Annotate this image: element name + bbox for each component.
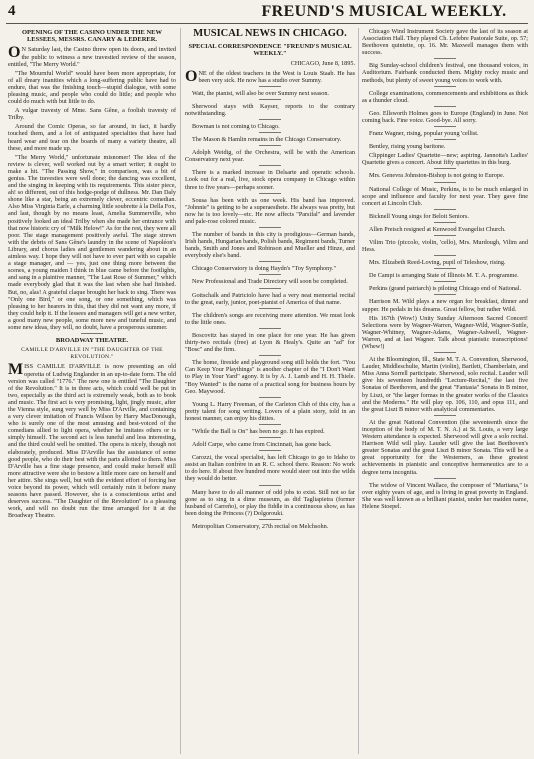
item-separator xyxy=(259,308,281,309)
news-item: College examinations, commencements and exhibitions as thick as a thunder cloud. xyxy=(362,89,528,104)
item-separator xyxy=(434,268,456,269)
news-item: There is a marked increase in Delsarte and operatic schools. Look out for a real, live, stock opera company in Chicago within three to five years—perhaps sooner. xyxy=(185,169,355,191)
news-item: His 167th (Wow!) Unity Sunday Afternoon Sacred Concert! Selections were by Wagner-Warren, Wagner-Wild, Wagner-Suttle, Wagner-Whitney, Wagner-Adams, Wagner-Ashwell, Wagner-Warren, and at last Wagner. Talk about pianistic transcriptions! (Whew!) xyxy=(362,314,528,350)
item-separator xyxy=(434,294,456,295)
news-item: The number of bands in this city is prodigious—German bands, Irish hands, Hungarian bands, Polish bands, Regiment bands, Turner bands, Smith and Jones and Robinson and Mueller and Hinze, and everybody else's band. xyxy=(185,231,355,260)
item-separator xyxy=(434,281,456,282)
item-separator xyxy=(259,397,281,398)
item-separator xyxy=(434,478,456,479)
section-separator xyxy=(81,333,103,334)
chicago-subheadline: SPECIAL CORRESPONDENCE "FREUND'S MUSICAL WEEKLY." xyxy=(188,43,352,58)
item-separator xyxy=(259,165,281,166)
news-item: Vilim Trio (piccolo, violin, 'cello), Mrs. Murdough, Vilim and Hess. xyxy=(362,238,528,254)
casino-headline: OPENING OF THE CASINO UNDER THE NEW LESSEES, MESSRS. CANARY & LEDERER. xyxy=(21,29,162,44)
column-left xyxy=(8,28,176,754)
item-separator xyxy=(434,352,456,353)
item-separator xyxy=(434,139,456,140)
item-separator xyxy=(259,119,281,120)
item-separator xyxy=(259,355,281,356)
column-divider-2 xyxy=(358,28,359,754)
item-separator xyxy=(434,209,456,210)
news-item: Watt, the pianist, will also be over Summy next season. xyxy=(192,89,329,97)
item-separator xyxy=(434,168,456,169)
item-separator xyxy=(434,86,456,87)
item-separator xyxy=(259,328,281,329)
item-separator xyxy=(259,485,281,486)
news-item: The Mason & Hamlin remains in the Chicago Conservatory. xyxy=(192,136,342,144)
article-paragraph: MISS CAMILLE D'ARVILLE is now presenting an old operetta of Ludwig Englander in an up-to-date form. The old version was called "1776." The new one is entitled "The Daughter of the Revolution." It is in three acts, which could well be put in two, especially as the third act is extremely weak, both as to book and music. The first act is very promising, light, jingly music, after the Vienna style, sung very well by Miss D'Arville, and containing a very clever imitation of Francis Wilson by Harry MacDonough, who is surely one of the most amusing and best-voiced of the comedians allied to light opera, whether he imitates others or is simply himself. The second act is less tuneful and less interesting, and the third could well be omitted. The opera is nicely, though not elaborately, produced. Miss D'Arville has the assistance of some good people, who do their best with the parts allotted to them. Miss D'Arville has a fine stage presence, and could make herself still more attractive were she to bestow a little more care on herself and her attire. She sings well, but with the evident effort of forcing her voice beyond its power, which will certainly ruin it before many seasons have passed. However, she is a conscientious artist and deserves success. "The Daughter of the Revolution" is a pleasing work, and will no doubt run the time arranged for it at the Broadway Theatre. xyxy=(8,361,176,520)
news-item: Allen Preisch resigned at Kenwood Evangelist Church. xyxy=(369,225,506,233)
news-item: The home, fireside and playground song still holds the fort. "You Can Keep Your Playthings" is another chapter of the "I Don't Want to Play in Your Yard" agony. It is by A. J. Lamb and H. H. Thiele. "Boy Wanted" is the name of a practical song for business hours by Geo. Maywood. xyxy=(185,359,355,395)
column-middle xyxy=(185,28,355,754)
article-paragraph: Around the Comic Operas, so far around, in fact, it hardly touched them, and a lot of antiquated specialties that have had heard wear and tear on the boards of many a variety theatre, all these, and more made up. xyxy=(8,123,176,152)
item-separator xyxy=(259,288,281,289)
news-item: New Professional and Trade Directory will soon be completed. xyxy=(192,278,348,286)
news-item: Mrs. Genevra Johnston-Bishop is not going to Europe. xyxy=(369,172,505,180)
item-separator xyxy=(259,99,281,100)
article-paragraph: A vulgar travesty of Mme. Sans Gêne, a foolish travesty of Trilby. xyxy=(8,107,176,122)
news-item: Many have to do all manner of odd jobs to exist. Still not so far gone as to sing in a dime museum, as did Tagliapietra (former husband of Carreño), or play the fiddle in a continuous show, as has been doing the Princess (?) Dolgorouki. xyxy=(185,488,355,517)
broadway-subheadline: CAMILLE D'ARVILLE IN "THE DAUGHTER OF THE REVOLUTION." xyxy=(21,347,163,360)
news-item: Clippinger Ladies' Quartette—new; aspiring. Jannotta's Ladies' Quartette gives a concert. About fifty quartettes in this burg. xyxy=(362,152,528,167)
article-paragraph: "The Merry World," unfortunate misnomer! The idea of the review is clever, well worked out by a smart writer; it ought to make a hit. "The Passing Show," in comparison, was a bit of genius. The travesties were well done; the dancing was excellent, and the singing in keeping with its requirements. This sister piece, ah! so different, out of this hodge-podge of dullness. Mr. Dan Daly shone like a star, being an extremely clever, eccentric comedian. Also Miss Virginia Earle, a charming little soubrette à la Della Fox, and last, though by no means least, Amelia Summerville, who positively looked an ideal Trilby when she made her entrance with that now historic cry of "Milk Helow!" As for the rest, they were all poor. The stage management positively awful. The stage strewn with the debris of Sans Gêne's laundry in the scene of Napoléon's Library, and chorus ladies and gentlemen wandering about in an aimless way. I hope they will not have to ever part with so capable a stage manager, and — yes, just one thing more between the scenes, a young maiden I think in blue came before the footlights, and sang in a plaintive manner, "The Last Rose of Summer," which made everybody glad that it was the last when she had finished. But, no, alas! A grateful claque brought her back to sing. There was "Only one Bird," or one song, or one something, which was pleasing to her hearers in this, that they did not want any more, if they could help it. If the lessees and managers will get a new writer, a good many new people, some more new and tuneful music, and some new ideas, they will, no doubt, have a prosperous summer. xyxy=(8,153,176,331)
news-item: Franz Wagner, rising, popular young 'cellist. xyxy=(369,130,479,138)
page-number: 4 xyxy=(8,3,16,19)
item-separator xyxy=(259,519,281,520)
news-item: Bicknell Young sings for Beloit Seniors. xyxy=(369,212,469,220)
news-item: At the Bloomington, Ill., State M. T. A. Convention, Sherwood, Lauder, Middleschulte, Martin (violin), Bartlett, Chamberlain, and Miss Anna Sorrell participate. Sherwood, solo recital. Lauder will give his seventeen hundredth "Lecture-Recital," the last five Sonatas of Beethoven, and the great "Fantasia" Sonata in B minor, by Liszt, or "the larger formas in the greater works of the Classics and the Moderns." He will play op. 106, 110, and opus 111, and the great Liszt B minor with analytical commentaries. xyxy=(362,356,528,413)
masthead: FREUND'S MUSICAL WEEKLY. xyxy=(261,3,507,20)
news-item: Sousa has been with us one week. His band has improved. "Johnnie" is getting to be a superaesthete. He always was pretty, but now he is too lovely—etc. He now affects "Parsifal" and lavender and pale-rose colored music. xyxy=(185,196,355,225)
item-separator xyxy=(434,415,456,416)
news-item: Adolph Weidig, of the Orchestra, will be with the American Conservatory next year. xyxy=(185,149,355,164)
item-separator xyxy=(259,86,281,87)
news-item: Adolf Carpe, who came from Cincinnati, has gone back. xyxy=(192,441,332,449)
news-item: At the great National Convention (the seventeenth since the inception of the body of M. T. N. A.) at St. Louis, a very large Western attendance is expected. Sherwood will give a solo recital. Harrison Wild will play. Lauder will give the last Beethoven's greater Sonatas and the great Liszt B minor Sonata. This will be a great opportunity for the Westerners, as these greatest achievements in pianistic and conceptive hermeneutics are to a degree terra incognita. xyxy=(362,418,528,476)
article-paragraph: ON Saturday last, the Casino threw open its doors, and invited the public to witness a new travestied review of the season, entitled, "The Merry World." xyxy=(8,44,176,68)
news-item: ONE of the oldest teachers in the West is Louis Staab. He has been very sick. He now has a studio over Summy. xyxy=(185,67,355,85)
news-item: Chicago Conservatory is doing Haydn's "Toy Symphony." xyxy=(192,265,337,273)
column-right xyxy=(362,28,528,754)
item-separator xyxy=(259,227,281,228)
chicago-headline: MUSICAL NEWS IN CHICAGO. xyxy=(193,28,347,39)
item-separator xyxy=(259,450,281,451)
item-separator xyxy=(259,145,281,146)
news-item: De Campi is arranging State of Illinois M. T. A. programme. xyxy=(369,272,519,280)
item-separator xyxy=(434,182,456,183)
news-item: Perkins (grand patriarch) is piloting Chicago end of National. xyxy=(369,285,522,293)
item-separator xyxy=(259,193,281,194)
news-item: Big Sunday-school children's festival, one thousand voices, in Auditorium. Fairbank conducted them. Mighty rocky music and methods, but plenty of sweet young voices to work with. xyxy=(362,62,528,84)
item-separator xyxy=(434,106,456,107)
news-item: Bentley, rising young baritone. xyxy=(369,143,446,151)
item-separator xyxy=(434,222,456,223)
broadway-headline: BROADWAY THEATRE. xyxy=(55,337,129,345)
item-separator xyxy=(434,235,456,236)
news-item: Mrs. Elizabeth Reed-Loving, pupil of Teleshow, rising. xyxy=(369,259,506,267)
item-separator xyxy=(259,424,281,425)
item-separator xyxy=(434,126,456,127)
news-item: Boscovitz has stayed in one place for one year. He has given thirty-two recitals (free) at Lyon & Healy's. Quite an "ad" for "Bosc" and the firm. xyxy=(185,331,355,354)
item-separator xyxy=(259,437,281,438)
news-item: Carozzi, the vocal specialist, has left Chicago to go to Idaho to assist an Italian confrère in an R. C. school there. Reason: No work to do here. If about five hundred more would steer out into the wilds they would do better. xyxy=(185,454,355,483)
news-item: Sherwood stays with Kayser, reports to the contrary notwithstanding. xyxy=(185,102,355,117)
header-rule xyxy=(6,23,528,24)
item-separator xyxy=(434,255,456,256)
item-separator xyxy=(434,58,456,59)
news-item: Bowman is not coming to Chicago. xyxy=(192,122,280,130)
item-separator xyxy=(259,274,281,275)
news-item: Metropolitan Conservatory, 27th recital on Melchsohn. xyxy=(192,522,329,530)
news-item: Geo. Ellsworth Holmes goes to Europe (England) in June. Not coming back. Fine voice. Good-bye. All sorry. xyxy=(362,109,528,124)
article-paragraph: "The Mournful World" would have been more appropriate, for of all dreary inanities which a long-suffering public have had to endure, that was the finishing touch—stupid dialogue, with some pleasing music, and people who could do little; and people who could do much with but little to do. xyxy=(8,69,176,106)
item-separator xyxy=(259,132,281,133)
item-separator xyxy=(259,261,281,262)
news-item: The widow of Vincent Wallace, the composer of "Maritana," is over eighty years of age, and is living in great poverty in England. She was well known as a brilliant pianist, under her maiden name, Helene Stoepel. xyxy=(362,481,528,510)
dateline: CHICAGO, June 8, 1895. xyxy=(290,60,355,68)
news-item: National College of Music, Perkins, is to be much enlarged in scope and influence and faculty for next year. They gave fine concert at Lincoln Club. xyxy=(362,185,528,207)
news-item: Gottschalk and Patriciolo have had a very neat memorial recital to the great, early, junior, poet-pianist of America of that name. xyxy=(185,291,355,306)
news-item: The children's songs are receiving more attention. We must look to the little ones. xyxy=(185,311,355,326)
column-divider-1 xyxy=(180,28,181,754)
news-item: "While the Ball is On" has been no go. It has expired. xyxy=(192,427,325,435)
news-item: Chicago Wind Instrument Society gave the last of its season at Association Hall. They played Ch. Lefebre Pastorale Suite, op. 57; Beethoven quintette, op. 16. Mr. Maxwell manages them with success. xyxy=(362,28,528,57)
news-item: Young L. Harry Freeman, of the Carleton Club of this city, has a pretty talent for song writing. Lovers of a plain story, told in an honest manner, can enjoy his ditties. xyxy=(185,400,355,422)
news-item: Harrison M. Wild plays a new organ for breakfast, dinner and supper. He pedals in his dreams. Great fellow, but rather Wild. xyxy=(362,298,528,313)
